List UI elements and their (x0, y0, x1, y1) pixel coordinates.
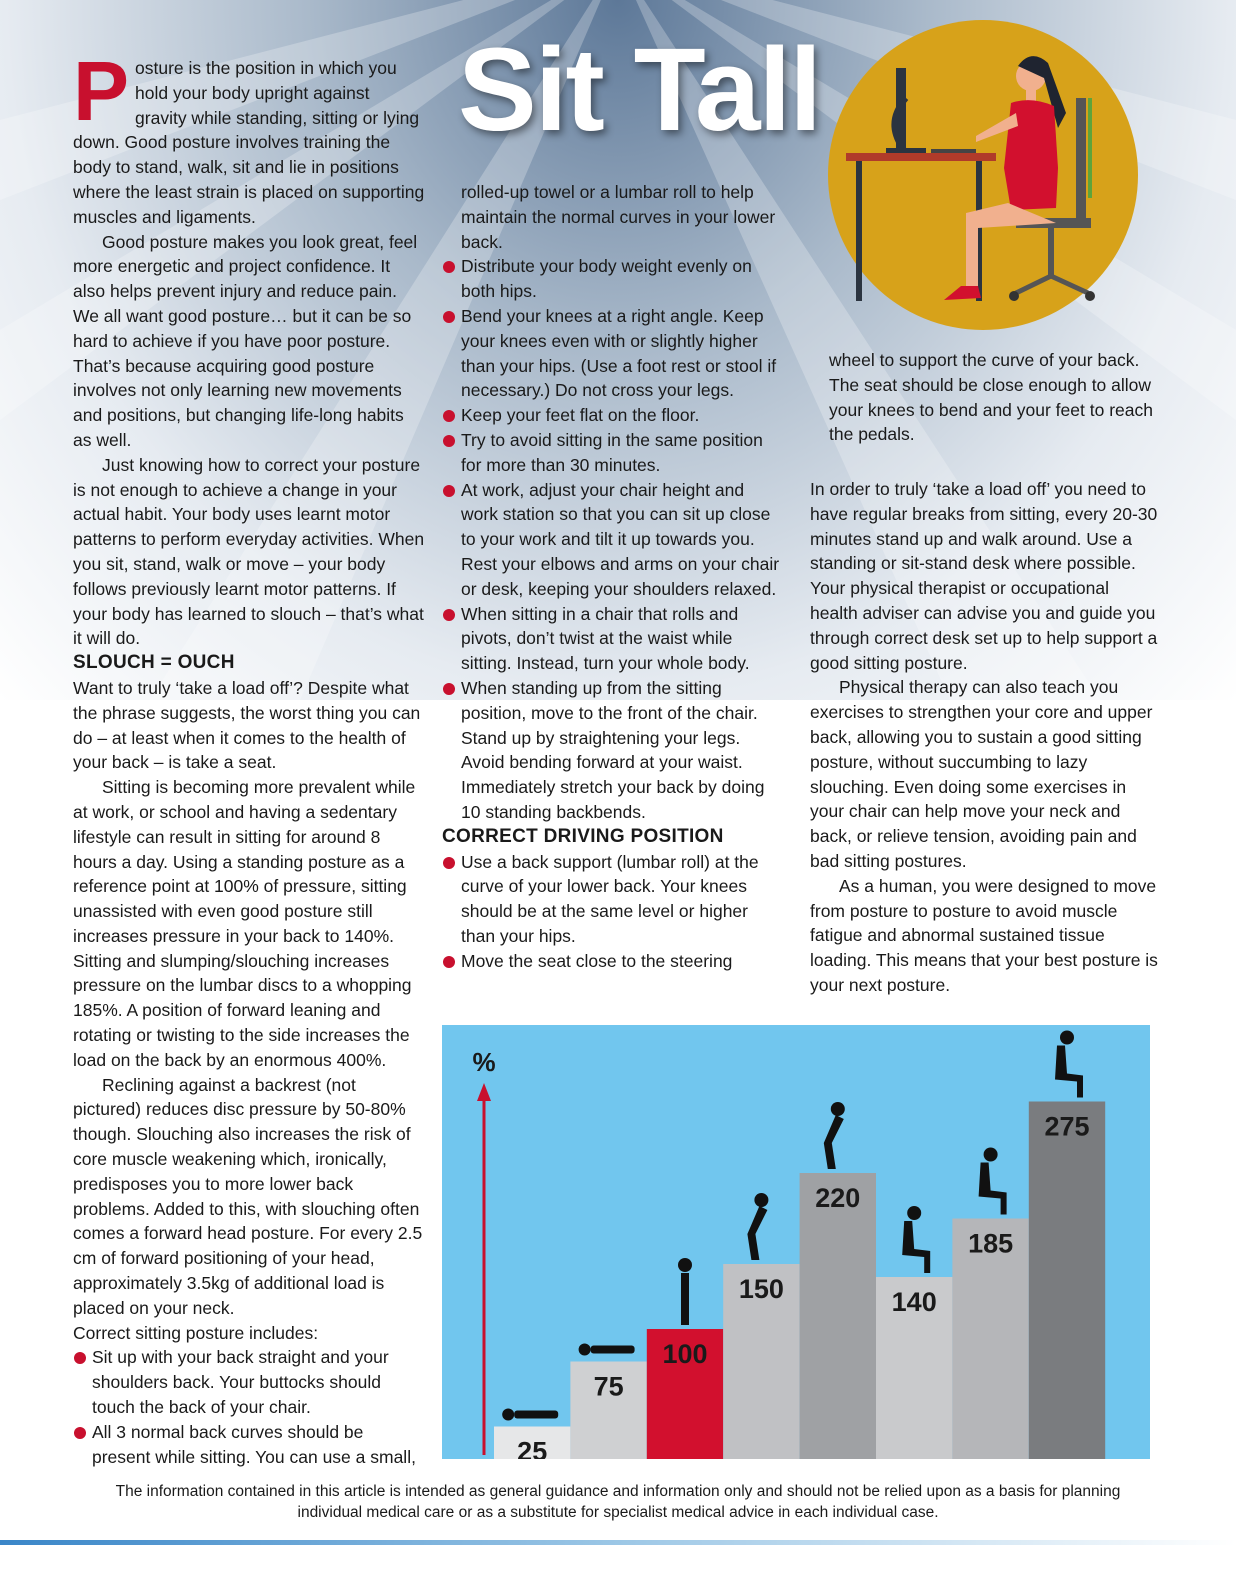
paragraph: Correct sitting posture includes: (73, 1322, 319, 1343)
lifting-bent-icon (824, 1102, 845, 1169)
paragraph: Physical therapy can also teach you exercises to strengthen your core and upper back, allowing you to sustain a good sitting posture, without succumbing to lazy slouching. Even doing some exercises in your chair can help move your neck and back, or relieve tension, avoiding pain and bad sitting postures. (810, 677, 1153, 871)
paragraph: Reclining against a backrest (not pictured) reduces disc pressure by 50-80% though. Slouching also increases the risk of core muscle weakening which, ironically, predisposes you to more lower back problems. Added to this, with slouching often comes a forward head posture. For every 2.5 cm of forward positioning of your head, approximately 3.5kg of additional load is placed on your neck. (73, 1074, 423, 1318)
column-right (810, 477, 1160, 998)
sitting-forward-lean-icon (1055, 1031, 1083, 1098)
pressure-chart (442, 1025, 1150, 1459)
disclaimer (0, 1481, 1236, 1523)
paragraph: Just knowing how to correct your posture is not enough to achieve a change in your actual habit. Your body uses learnt motor patterns to perform everyday activities. When you sit, stand, walk or move – your body follows previously learnt motor patterns. If your body has learned to slouch – that’s what it will do. (73, 454, 425, 649)
bullet-list (442, 850, 782, 974)
bar-value-label: 150 (738, 1274, 784, 1304)
lying-supine-icon (502, 1409, 558, 1421)
list-item: Distribute your body weight evenly on both hips. (442, 254, 782, 304)
paragraph: wheel to support the curve of your back. The seat should be close enough to allow your knees to bend and your feet to reach the pedals. (829, 350, 1153, 445)
list-item: At work, adjust your chair height and work station so that you can sit up close to your work and tilt it up towards you. Rest your elbows and arms on your chair or desk, keeping your shoulders relaxed. (442, 478, 782, 602)
section-heading-driving: CORRECT DRIVING POSITION (442, 825, 724, 847)
intro-text: osture is the position in which you hold your body upright against gravity while standing, sitting or lying down. Good posture involves training the body to stand, walk, sit and lie in positions where the least strain is placed on supporting muscles and ligaments. (73, 58, 425, 227)
disclaimer-line: The information contained in this article is intended as general guidance and information only and should not be relied upon as a basis for planning (115, 1483, 1121, 1500)
paragraph: Good posture makes you look great, feel more energetic and project confidence. It also helps prevent injury and reduce pain. We all want good posture… but it can be so hard to achieve if you have poor posture. That’s because acquiring good posture involves not only learning new movements and positions, but changing life-long habits as well. (73, 231, 418, 450)
list-item: Use a back support (lumbar roll) at the curve of your lower back. Your knees should be at the same level or higher than your hips. (442, 850, 782, 949)
chart-bars (494, 1031, 1105, 1460)
sitting-slouched-desk-icon (979, 1148, 1007, 1215)
list-item: When sitting in a chair that rolls and pivots, don’t twist at the waist while sitting. Instead, turn your whole body. (442, 602, 782, 676)
paragraph: As a human, you were designed to move from posture to posture to avoid muscle fatigue and abnormal sustained tissue loading. This means that your best posture is your next posture. (810, 875, 1158, 995)
bar-value-label: 140 (891, 1287, 937, 1317)
paragraph: In order to truly ‘take a load off’ you need to have regular breaks from sitting, every 20-30 minutes stand up and walk around. Use a standing or sit-stand desk where possible. Your physical therapist or occupational health adviser can advise you and guide you through correct desk set up to help support a good sitting posture. (810, 479, 1158, 673)
standing-icon (678, 1258, 692, 1325)
bar-value-label: 275 (1044, 1111, 1090, 1142)
list-item: Bend your knees at a right angle. Keep your knees even with or slightly higher than your hips. (Use a foot rest or stool if necessary.) Do not cross your legs. (442, 304, 782, 403)
column-middle (442, 180, 782, 974)
lying-prone-icon (579, 1344, 635, 1356)
paragraph: rolled-up towel or a lumbar roll to help maintain the normal curves in your lower back. (461, 182, 776, 252)
bottom-margin (0, 1545, 1236, 1583)
disclaimer-line: individual medical care or as a substitute for specialist medical advice in each individual case. (297, 1504, 939, 1521)
paragraph: Want to truly ‘take a load off’? Despite what the phrase suggests, the worst thing you can do – at least when it comes to the health of your back – is take a seat. (73, 677, 421, 773)
list-item: Move the seat close to the steering (442, 949, 782, 974)
list-item: Try to avoid sitting in the same position for more than 30 minutes. (442, 428, 782, 478)
y-axis-label: % (472, 1047, 496, 1077)
list-item: All 3 normal back curves should be present while sitting. You can use a small, (73, 1420, 425, 1470)
y-axis-arrow-icon (477, 1083, 491, 1101)
sitting-upright-icon (902, 1206, 930, 1273)
list-item: Keep your feet flat on the floor. (442, 403, 782, 428)
bending-forward-icon (747, 1193, 768, 1260)
bar (1029, 1102, 1105, 1460)
bullet-list (442, 254, 782, 824)
bar-value-label: 25 (517, 1436, 548, 1459)
column-left (73, 44, 425, 1469)
intro-paragraph (73, 44, 425, 230)
section-heading-slouch: SLOUCH = OUCH (73, 652, 235, 674)
drop-cap: P (73, 44, 130, 138)
bar-value-label: 220 (815, 1183, 861, 1213)
chart-svg (442, 1025, 1150, 1459)
list-item: When standing up from the sitting position, move to the front of the chair. Stand up by straightening your legs. Avoid bending forward at your waist. Immediately stretch your back by doing 10 standing backbends. (442, 676, 782, 825)
bullet-list (73, 1345, 425, 1469)
bar-value-label: 185 (968, 1228, 1014, 1259)
bar-value-label: 75 (593, 1371, 624, 1402)
list-item: Sit up with your back straight and your shoulders back. Your buttocks should touch the back of your chair. (73, 1345, 425, 1419)
bar-value-label: 100 (662, 1339, 708, 1369)
column-right-continuation (829, 348, 1159, 447)
paragraph: Sitting is becoming more prevalent while at work, or school and having a sedentary lifestyle can result in sitting for around 8 hours a day. Using a standing posture as a reference point at 100% of pressure, sitting unassisted with even good posture still increases pressure in your back to 140%. Sitting and slumping/slouching increases pressure on the lumbar discs to a whopping 185%. A position of forward leaning and rotating or twisting to the side increases the load on the back by an enormous 400%. (73, 777, 416, 1070)
sitting-at-desk-illustration (826, 18, 1140, 332)
page-title: Sit Tall (458, 24, 821, 156)
bar (800, 1173, 876, 1459)
